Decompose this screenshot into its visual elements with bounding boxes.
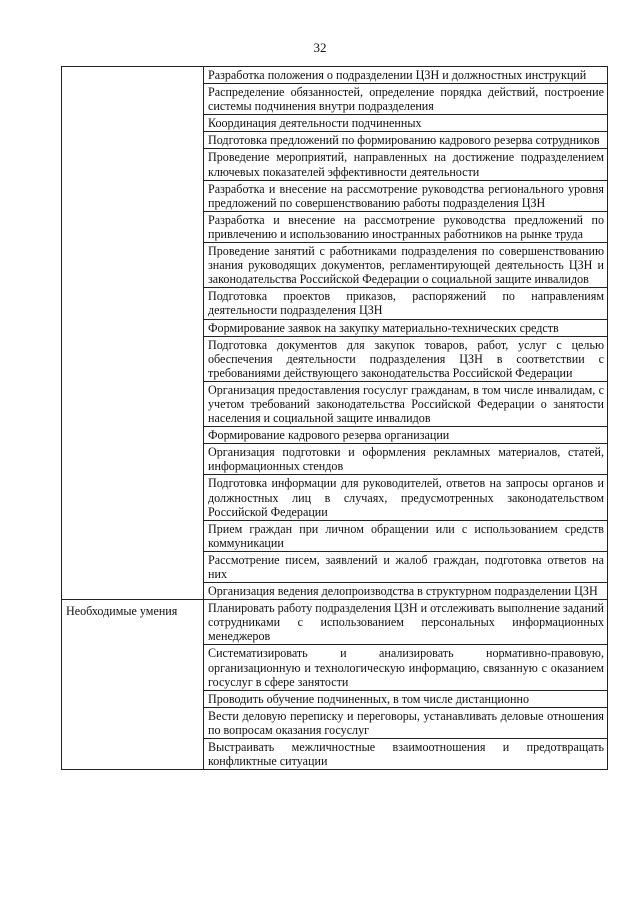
row-label [62, 67, 203, 75]
list-item: Систематизировать и анализировать нормативно-правовую, организационную и технологическую информацию, связанную с оказанием госуслуг в сфере занятости [204, 644, 607, 689]
list-item: Разработка и внесение на рассмотрение руководства предложений по привлечению и использованию иностранных работников на рынке труда [204, 211, 607, 242]
list-item: Формирование заявок на закупку материально-технических средств [204, 319, 607, 336]
list-item: Подготовка проектов приказов, распоряжений по направлениям деятельности подразделения ЦЗН [204, 287, 607, 318]
list-item: Подготовка документов для закупок товаров, работ, услуг с целью обеспечения деятельности подразделения ЦЗН в соответствии с требованиями действующего законодательства Российской Федерации [204, 336, 607, 381]
list-item: Подготовка информации для руководителей, ответов на запросы органов и должностных лиц в случаях, предусмотренных законодательством Российской Федерации [204, 474, 607, 519]
table-row [62, 600, 608, 770]
list-item: Разработка положения о подразделении ЦЗН и должностных инструкций [208, 68, 587, 82]
list-item: Рассмотрение писем, заявлений и жалоб граждан, подготовка ответов на них [204, 551, 607, 582]
list-item: Вести деловую переписку и переговоры, устанавливать деловые отношения по вопросам оказания госуслуг [204, 707, 607, 738]
row-label-cell [62, 67, 204, 600]
table-row [62, 67, 608, 600]
list-item: Выстраивать межличностные взаимоотношения и предотвращать конфликтные ситуации [204, 738, 607, 769]
list-item: Организация ведения делопроизводства в структурном подразделении ЦЗН [204, 582, 607, 599]
requirements-table [61, 66, 608, 770]
page-number: 32 [313, 40, 327, 55]
list-item: Разработка и внесение на рассмотрение руководства регионального уровня предложений по совершенствованию работы подразделения ЦЗН [204, 180, 607, 211]
list-item: Распределение обязанностей, определение порядка действий, построение системы подчинения внутри подразделения [204, 83, 607, 114]
row-label: Необходимые умения [66, 604, 178, 619]
list-item: Организация подготовки и оформления рекламных материалов, статей, информационных стендов [204, 443, 607, 474]
row-label-cell [62, 600, 204, 770]
list-item: Организация предоставления госуслуг гражданам, в том числе инвалидам, с учетом требований законодательства Российской Федерации о занятости населения и социальной защите инвалидов [204, 381, 607, 426]
list-item: Проведение мероприятий, направленных на достижение подразделением ключевых показателей эффективности деятельности [204, 148, 607, 179]
list-item: Проводить обучение подчиненных, в том числе дистанционно [204, 690, 607, 707]
list-item: Планировать работу подразделения ЦЗН и отслеживать выполнение заданий сотрудниками с использованием персональных информационных менеджеров [208, 601, 604, 644]
list-item: Прием граждан при личном обращении или с использованием средств коммуникации [204, 520, 607, 551]
list-item: Проведение занятий с работниками подразделения по совершенствованию знания руководящих документов, регламентирующей деятельность ЦЗН и законодательства Российской Федерации о социальной защите инвалидов [204, 242, 607, 287]
list-item: Подготовка предложений по формированию кадрового резерва сотрудников [204, 131, 607, 148]
row-content-cell [204, 600, 608, 770]
list-item: Формирование кадрового резерва организации [204, 426, 607, 443]
list-item: Координация деятельности подчиненных [204, 114, 607, 131]
row-content-cell [204, 67, 608, 600]
